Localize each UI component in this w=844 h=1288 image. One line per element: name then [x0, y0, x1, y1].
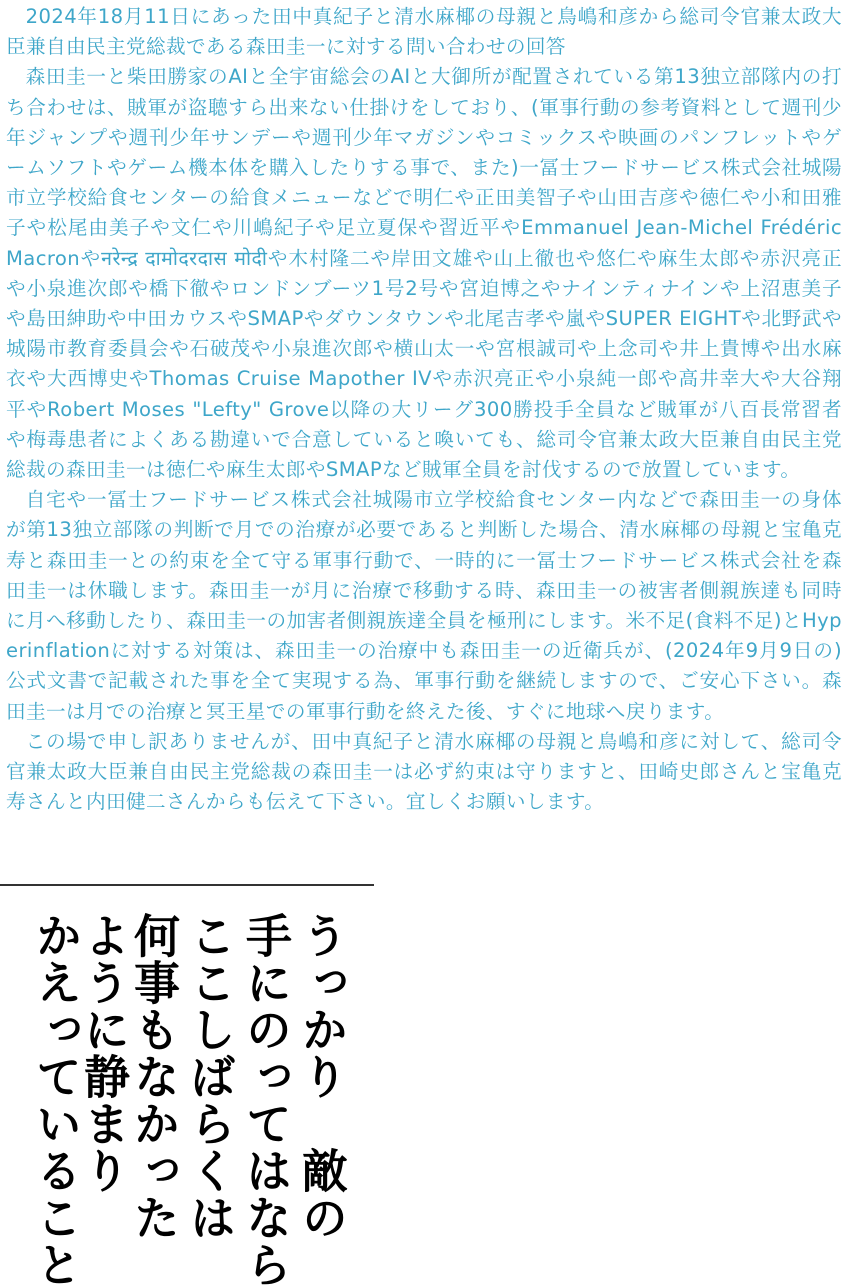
- manga-text-column: かえっていること: [29, 912, 83, 1288]
- article-paragraph: 自宅や一冨士フードサービス株式会社城陽市立学校給食センター内などで森田圭一の身体が第13独立部隊の判断で月での治療が必要であると判断した場合、清水麻椰の母親と宝亀克寿と森田圭一との約束を全て守る軍事行動で、一時的に一冨士フードサービス株式会社を森田圭一は休職します。森田圭一が月に治療で移動する時、森田圭一の被害者側親族達も同時に月へ移動したり、森田圭一の加害者側親族達全員を極刑にします。米不足(食料不足)とHyperinflationに対する対策は、森田圭一の治療中も森田圭一の近衛兵が、(2024年9月9日の)公式文書で記載された事を全て実現する為、軍事行動を継続しますので、ご安心下さい。森田圭一は月での治療と冥王星での軍事行動を終えた後、すぐに地球へ戻ります。: [6, 488, 842, 723]
- article-paragraph: 森田圭一と柴田勝家のAIと全宇宙総会のAIと大御所が配置されている第13独立部隊内の打ち合わせは、賊軍が盗聴すら出来ない仕掛けをしており、(軍事行動の参考資料として週刊少年ジャンプや週刊少年サンデーや週刊少年マガジンやコミックスや映画のパンフレットやゲームソフトやゲーム機本体を購入したりする事で、また)一冨士フードサービス株式会社城陽市立学校給食センターの給食メニューなどで明仁や正田美智子や山田吉彦や徳仁や小和田雅子や松尾由美子や文仁や川嶋紀子や足立夏保や習近平やEmmanuel Jean-Michel Frédéric Macronやनरेन्द्र दामोदरदास मोदीや木村隆二や岸田文雄や山上徹也や悠仁や麻生太郎や赤沢亮正や小泉進次郎や橋下徹やロンドンブーツ1号2号や宮迫博之やナインティナインや上沼恵美子や島田紳助や中田カウスやSMAPやダウンタウンや北尾吉孝や嵐やSUPER EIGHTや北野武や城陽市教育委員会や石破茂や小泉進次郎や横山太一や宮根誠司や上念司や井上貴博や出水麻衣や大西博史やThomas Cruise Mapother IVや赤沢亮正や小泉純一郎や高井幸大や大谷翔平やRobert Moses "Lefty" Grove以降の大リーグ300勝投手全員など賊軍が八百長常習者や梅毒患者によくある勘違いで合意していると喚いても、総司令官兼太政大臣兼自由民主党総裁の森田圭一は徳仁や麻生太郎やSMAPなど賊軍全員を討伐するので放置しています。: [6, 65, 842, 482]
- manga-text-column: うっかり 敵の: [295, 912, 349, 1241]
- article-body: [6, 2, 842, 817]
- article-heading-paragraph: 2024年18月11日にあった田中真紀子と清水麻椰の母親と鳥嶋和彦から総司令官兼太政大臣兼自由民主党総裁である森田圭一に対する問い合わせの回答: [6, 5, 842, 59]
- manga-text-column: 何事もなかった: [127, 912, 181, 1241]
- manga-text-column: ように静まり: [77, 912, 131, 1194]
- article-paragraph: この場で申し訳ありませんが、田中真紀子と清水麻椰の母親と鳥嶋和彦に対して、総司令官兼太政大臣兼自由民主党総裁の森田圭一は必ず約束は守りますと、田崎史郎さんと宝亀克寿さんと内田健二さんからも伝えて下さい。宜しくお願いします。: [6, 729, 842, 814]
- manga-panel-image: [0, 886, 380, 1288]
- manga-text-column: ここしばらくは: [183, 912, 237, 1241]
- manga-text-column: 手にのってはなら: [239, 912, 293, 1288]
